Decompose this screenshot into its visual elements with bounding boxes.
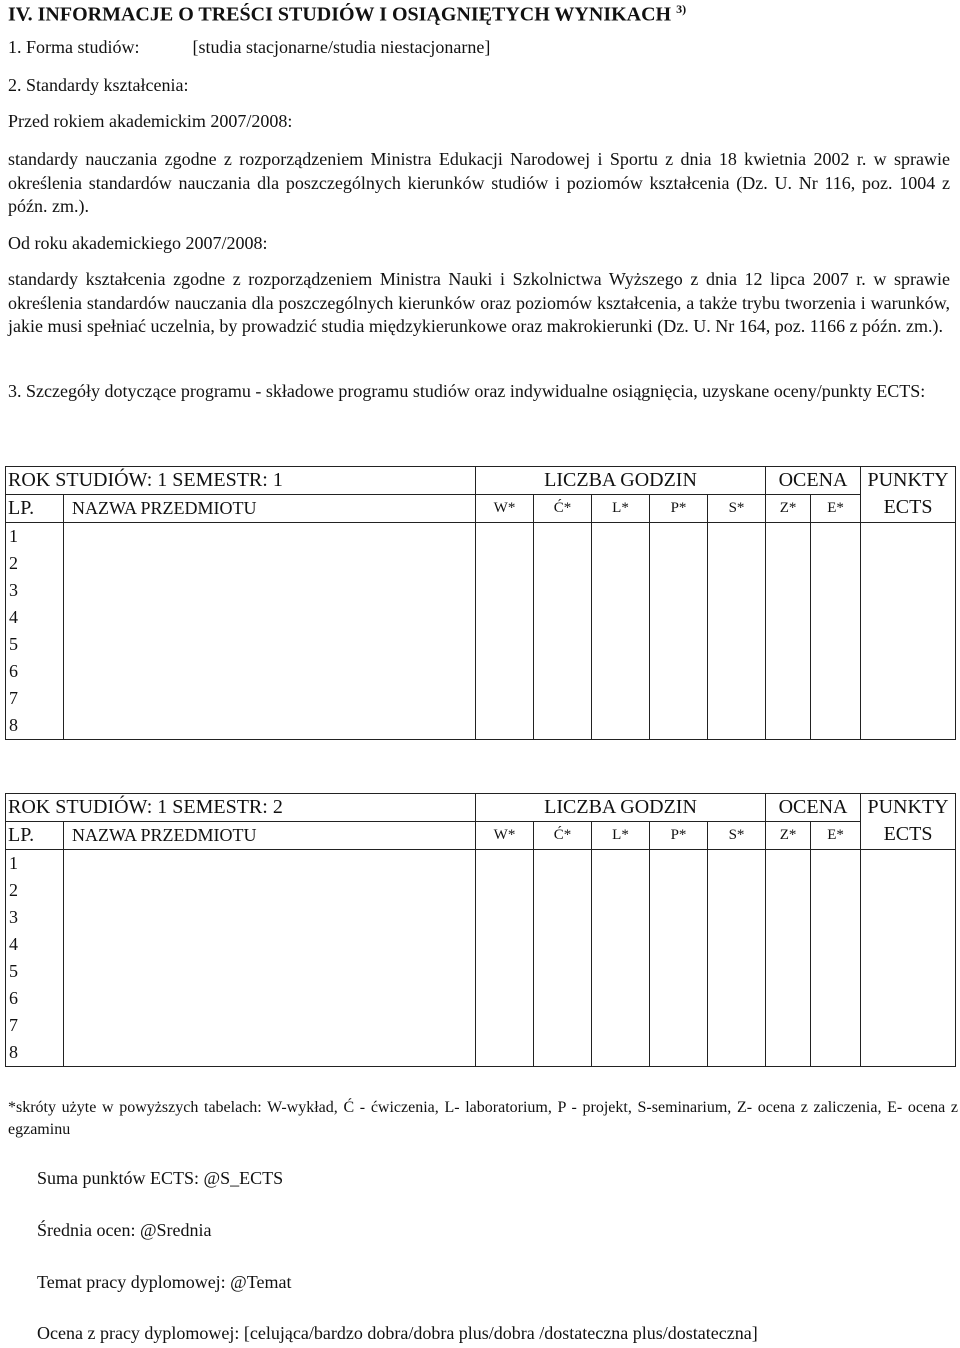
semester-table-1	[5, 466, 956, 740]
hours-w-cell[interactable]	[476, 850, 534, 1067]
hours-p-cell[interactable]	[650, 523, 708, 740]
row-number: 8	[6, 712, 64, 740]
hours-w-cell[interactable]	[476, 523, 534, 740]
column-header-c: Ć*	[534, 495, 592, 523]
before-year-label: Przed rokiem akademickim 2007/2008:	[8, 111, 293, 131]
hours-s-cell[interactable]	[708, 523, 766, 740]
form-line	[8, 37, 490, 58]
hours-c-cell[interactable]	[534, 523, 592, 740]
points-header-line-1: PUNKTY	[867, 796, 949, 818]
hours-l-cell[interactable]	[592, 850, 650, 1067]
column-header-w: W*	[476, 822, 534, 850]
hours-l-cell[interactable]	[592, 523, 650, 740]
row-number: 7	[6, 685, 64, 712]
section-heading-footnote-mark: 3)	[676, 2, 687, 16]
row-number: 4	[6, 931, 64, 958]
hours-s-cell[interactable]	[708, 850, 766, 1067]
row-number: 3	[6, 577, 64, 604]
row-number: 3	[6, 904, 64, 931]
column-header-z: Z*	[766, 822, 811, 850]
average-grade-line: Średnia ocen: @Srednia	[37, 1220, 212, 1240]
hours-header: LICZBA GODZIN	[476, 467, 766, 495]
row-number: 4	[6, 604, 64, 631]
subject-name-cell[interactable]	[64, 850, 476, 1067]
row-number: 6	[6, 658, 64, 685]
section-heading-text: IV. INFORMACJE O TREŚCI STUDIÓW I OSIĄGNIĘTYCH WYNIKACH	[8, 3, 672, 26]
column-header-p: P*	[650, 822, 708, 850]
points-header-line-1: PUNKTY	[867, 469, 949, 491]
hours-p-cell[interactable]	[650, 850, 708, 1067]
points-header	[861, 794, 956, 850]
form-value: [studia stacjonarne/studia niestacjonarne]	[192, 37, 491, 57]
column-header-c: Ć*	[534, 822, 592, 850]
column-header-p: P*	[650, 495, 708, 523]
from-year-text: standardy kształcenia zgodne z rozporządzeniem Ministra Nauki i Szkolnictwa Wyższego z dnia 12 lipca 2007 r. w sprawie określenia standardów nauczania dla poszczególnych kierunków oraz poziomów kształcenia, a także trybu tworzenia i warunków, jakie musi spełniać uczelnia, by prowadzić studia międzykierunkowe oraz makrokierunki (Dz. U. Nr 164, poz. 1166 z późn. zm.).	[8, 269, 950, 336]
hours-c-cell[interactable]	[534, 850, 592, 1067]
lp-header: LP.	[6, 822, 64, 850]
grade-z-cell[interactable]	[766, 523, 811, 740]
ects-sum-line: Suma punktów ECTS: @S_ECTS	[37, 1168, 284, 1188]
points-header-line-2: ECTS	[883, 823, 933, 845]
column-header-z: Z*	[766, 495, 811, 523]
table-row	[6, 523, 956, 551]
grade-e-cell[interactable]	[811, 850, 861, 1067]
subject-name-header: NAZWA PRZEDMIOTU	[64, 495, 476, 523]
section-heading	[8, 2, 686, 27]
thesis-topic-line: Temat pracy dyplomowej: @Temat	[37, 1272, 292, 1292]
standards-label: 2. Standardy kształcenia:	[8, 75, 189, 95]
lp-header: LP.	[6, 495, 64, 523]
subject-name-cell[interactable]	[64, 523, 476, 740]
column-header-s: S*	[708, 822, 766, 850]
row-number: 5	[6, 631, 64, 658]
from-year-label: Od roku akademickiego 2007/2008:	[8, 233, 268, 253]
grade-z-cell[interactable]	[766, 850, 811, 1067]
table-title: ROK STUDIÓW: 1 SEMESTR: 2	[6, 794, 476, 822]
row-number: 6	[6, 985, 64, 1012]
points-header-line-2: ECTS	[883, 496, 933, 518]
row-number: 2	[6, 550, 64, 577]
subject-name-header: NAZWA PRZEDMIOTU	[64, 822, 476, 850]
column-header-e: E*	[811, 495, 861, 523]
row-number: 1	[6, 850, 64, 878]
row-number: 7	[6, 1012, 64, 1039]
column-header-s: S*	[708, 495, 766, 523]
before-year-text: standardy nauczania zgodne z rozporządzeniem Ministra Edukacji Narodowej i Sportu z dnia 18 kwietnia 2002 r. w sprawie określenia standardów nauczania dla poszczególnych kierunków studiów i poziomów kształcenia (Dz. U. Nr 116, poz. 1004 z późn. zm.).	[8, 149, 950, 216]
grade-e-cell[interactable]	[811, 523, 861, 740]
row-number: 1	[6, 523, 64, 551]
column-header-e: E*	[811, 822, 861, 850]
semester-table-2	[5, 793, 956, 1067]
row-number: 8	[6, 1039, 64, 1067]
column-header-l: L*	[592, 822, 650, 850]
points-header	[861, 467, 956, 523]
hours-header: LICZBA GODZIN	[476, 794, 766, 822]
grade-header: OCENA	[766, 467, 861, 495]
row-number: 2	[6, 877, 64, 904]
form-label: 1. Forma studiów:	[8, 37, 140, 57]
row-number: 5	[6, 958, 64, 985]
column-header-w: W*	[476, 495, 534, 523]
table-row	[6, 850, 956, 878]
points-cell[interactable]	[861, 523, 956, 740]
points-cell[interactable]	[861, 850, 956, 1067]
thesis-grade-line: Ocena z pracy dyplomowej: [celująca/bardzo dobra/dobra plus/dobra /dostateczna plus/dostateczna]	[37, 1323, 758, 1343]
table-title: ROK STUDIÓW: 1 SEMESTR: 1	[6, 467, 476, 495]
grade-header: OCENA	[766, 794, 861, 822]
abbreviations-footnote: *skróty użyte w powyższych tabelach: W-wykład, Ć - ćwiczenia, L- laboratorium, P - projekt, S-seminarium, Z- ocena z zaliczenia, E- ocena z egzaminu	[8, 1099, 958, 1138]
column-header-l: L*	[592, 495, 650, 523]
program-details-text: 3. Szczegóły dotyczące programu - składowe programu studiów oraz indywidualne osiągnięcia, uzyskane oceny/punkty ECTS:	[8, 381, 926, 401]
